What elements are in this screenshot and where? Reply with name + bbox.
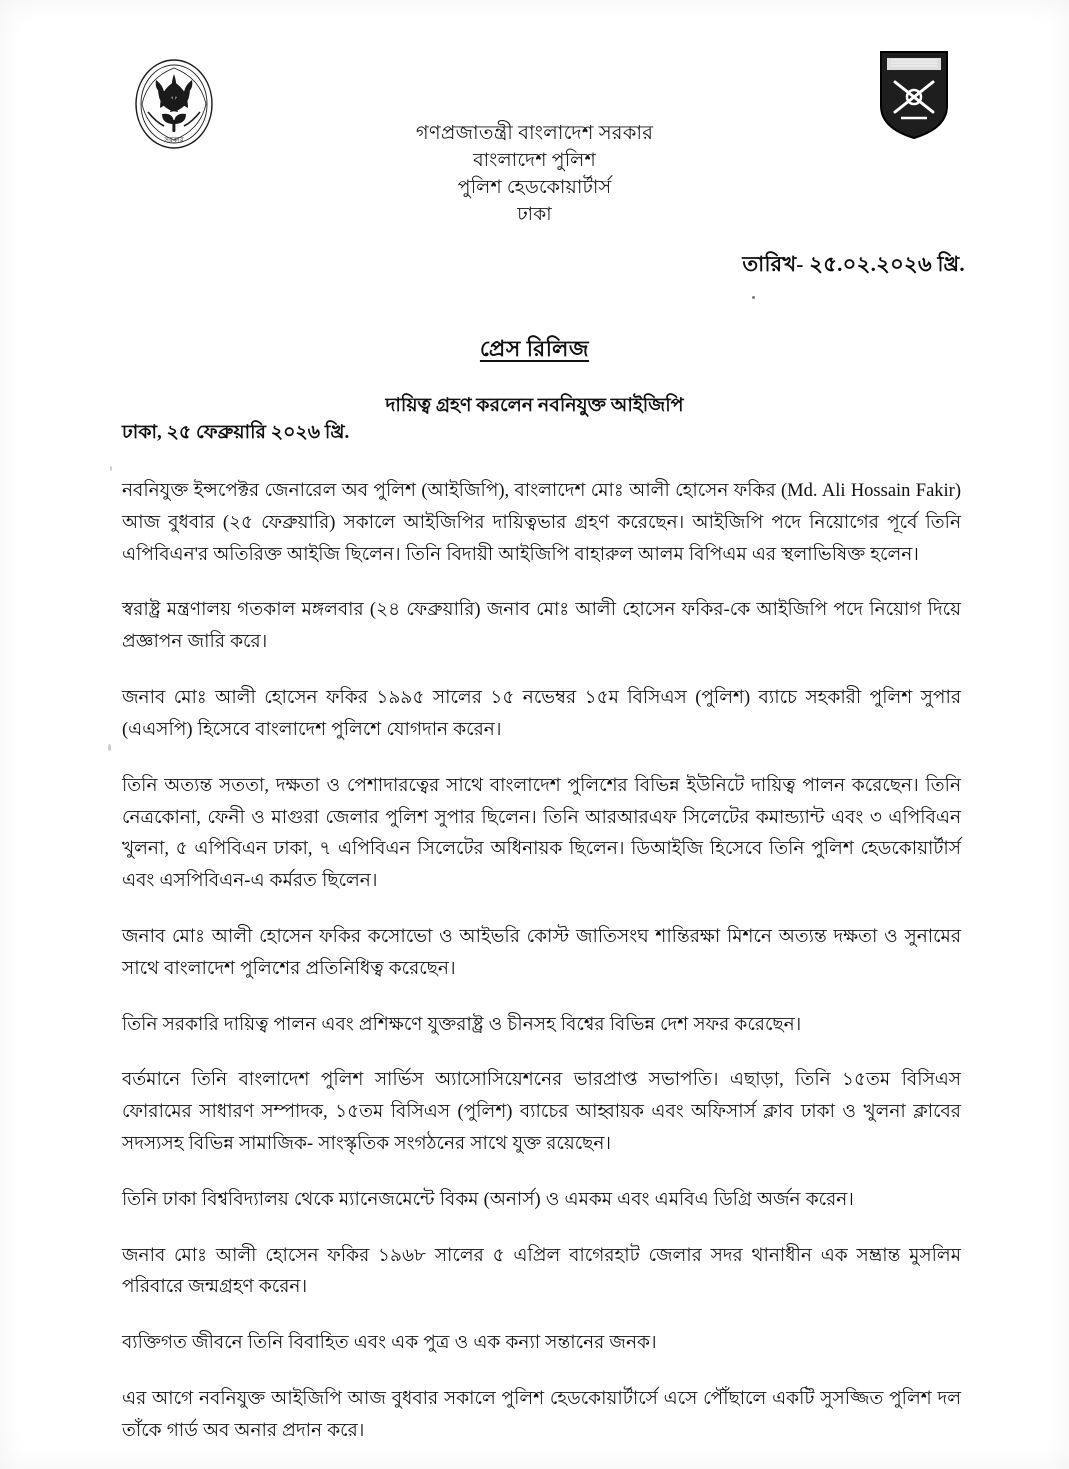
paragraph: তিনি ঢাকা বিশ্ববিদ্যালয় থেকে ম্যানেজমেন্টে বিকম (অনার্স) ও এমকম এবং এমবিএ ডিগ্রি অর্জন করেন। [122,1189,854,1210]
paragraph: নবনিযুক্ত ইন্সপেক্টর জেনারেল অব পুলিশ (আইজিপি), বাংলাদেশ মোঃ আলী হোসেন ফকির (Md. Ali Hossain Fakir) আজ বুধবার (২৫ ফেব্রুয়ারি) সকালে আইজিপির দায়িত্বভার গ্রহণ করেছেন। আইজিপি পদে নিয়োগের পূর্বে তিনি এপিবিএন'র অতিরিক্ত আইজি ছিলেন। তিনি বিদায়ী আইজিপি বাহারুল আলম বিপিএম এর স্থলাভিষিক্ত হলেন। [122,481,961,565]
dateline: ঢাকা, ২৫ ফেব্রুয়ারি ২০২৬ খ্রি. [122,422,350,443]
scan-speck [110,466,112,471]
heading-line-headquarters: পুলিশ হেডকোয়ার্টার্স [457,176,612,198]
paragraph: জনাব মোঃ আলী হোসেন ফকির ১৯৯৫ সালের ১৫ নভেম্বর ১৫ম বিসিএস (পুলিশ) ব্যাচে সহকারী পুলিশ সুপার (এএসপি) হিসেবে বাংলাদেশ পুলিশে যোগদান করেন। [122,688,961,740]
scan-speck [108,744,111,751]
page-title: প্রেস রিলিজ [479,336,590,361]
paragraph: স্বরাষ্ট্র মন্ত্রণালয় গতকাল মঙ্গলবার (২৪ ফেব্রুয়ারি) জনাব মোঃ আলী হোসেন ফকির-কে আইজিপি পদে নিয়োগ দিয়ে প্রজ্ঞাপন জারি করে। [122,600,961,653]
title-block [0,332,1069,423]
svg-text:সরকার: সরকার [164,136,184,144]
paragraph: তিনি সরকারি দায়িত্ব পালন এবং প্রশিক্ষণে যুক্তরাষ্ট্র ও চীনসহ বিশ্বের বিভিন্ন দেশ সফর করেছেন। [122,1014,802,1035]
paragraph: ব্যক্তিগত জীবনে তিনি বিবাহিত এবং এক পুত্র ও এক কন্যা সন্তানের জনক। [122,1333,657,1354]
heading-line-government: গণপ্রজাতন্ত্রী বাংলাদেশ সরকার [415,123,654,144]
paragraph: তিনি অত্যন্ত সততা, দক্ষতা ও পেশাদারত্বের সাথে বাংলাদেশ পুলিশের বিভিন্ন ইউনিটে দায়িত্ব পালন করেছেন। তিনি নেত্রকোনা, ফেনী ও মাগুরা জেলার পুলিশ সুপার ছিলেন। তিনি আরআরএফ সিলেটের কমান্ড্যান্ট এবং ৩ এপিবিএন খুলনা, ৫ এপিবিএন ঢাকা, ৭ এপিবিএন সিলেটের অধিনায়ক ছিলেন। ডিআইজি হিসেবে তিনি পুলিশ হেডকোয়ার্টার্স এবং এসপিবিএন-এ কর্মরত ছিলেন। [122,775,961,892]
heading-line-police: বাংলাদেশ পুলিশ [473,149,596,171]
document-header [0,0,1069,240]
heading-line-city: ঢাকা [517,204,552,225]
scan-speck [752,296,755,299]
government-heading [0,120,1069,228]
paragraph: জনাব মোঃ আলী হোসেন ফকির কসোভো ও আইভরি কোস্ট জাতিসংঘ শান্তিরক্ষা মিশনে অত্যন্ত দক্ষতা ও সুনামের সাথে বাংলাদেশ পুলিশের প্রতিনিধিত্ব করেছেন। [122,926,961,979]
page-subtitle: দায়িত্ব গ্রহণ করলেন নবনিযুক্ত আইজিপি [385,395,684,416]
paragraph: বর্তমানে তিনি বাংলাদেশ পুলিশ সার্ভিস অ্যাসোসিয়েশনের ভারপ্রাপ্ত সভাপতি। এছাড়া, তিনি ১৫তম বিসিএস ফোরামের সাধারণ সম্পাদক, ১৫তম বিসিএস (পুলিশ) ব্যাচের আহ্বায়ক এবং অফিসার্স ক্লাব ঢাকা ও খুলনা ক্লাবের সদস্যসহ বিভিন্ন সামাজিক- সাংস্কৃতিক সংগঠনের সাথে যুক্ত রয়েছেন। [122,1070,961,1154]
paragraph: এর আগে নবনিযুক্ত আইজিপি আজ বুধবার সকালে পুলিশ হেডকোয়ার্টার্সে এসে পৌঁছালে একটি সুসজ্জিত পুলিশ দল তাঁকে গার্ড অব অনার প্রদান করে। [122,1389,961,1441]
document-body [122,418,961,1469]
paragraph: জনাব মোঃ আলী হোসেন ফকির ১৯৬৮ সালের ৫ এপ্রিল বাগেরহাট জেলার সদর থানাধীন এক সম্ভ্রান্ত মুসলিম পরিবারে জন্মগ্রহণ করেন। [122,1245,961,1298]
document-date: তারিখ- ২৫.০২.২০২৬ খ্রি. [742,252,965,276]
